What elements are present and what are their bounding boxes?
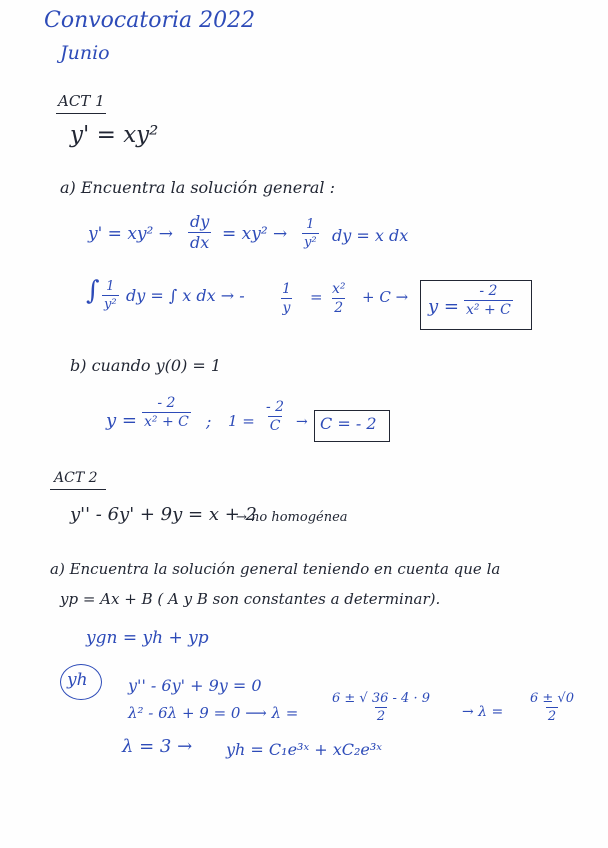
act1-part-b-label: b) cuando y(0) = 1 bbox=[70, 356, 222, 375]
yh-line1: y'' - 6y' + 9y = 0 bbox=[128, 676, 262, 695]
act1-heading-underline bbox=[56, 113, 106, 114]
yh-line3-solution: yh = C₁e³ˣ + xC₂e³ˣ bbox=[226, 740, 382, 759]
result-denominator: x² + C bbox=[466, 302, 511, 318]
yh-root-denominator: 2 bbox=[547, 709, 557, 724]
y2-denominator-2: y² bbox=[104, 297, 117, 312]
yh-line3-start: λ = 3 → bbox=[122, 736, 193, 757]
document-title: Convocatoria 2022 bbox=[44, 8, 256, 33]
b-denominator: x² + C bbox=[144, 414, 189, 430]
yh-root-numerator: 6 ± √0 bbox=[530, 691, 574, 706]
act2-part-a-label-1: a) Encuentra la solución general teniendo en cuenta que la bbox=[50, 560, 501, 578]
act1-a-line1-start: y' = xy² → bbox=[88, 224, 173, 244]
plus-c-arrow: + C → bbox=[362, 288, 409, 306]
result-y: y = bbox=[428, 296, 459, 317]
x2-numerator: x² bbox=[332, 281, 346, 297]
b-arrow: → bbox=[296, 414, 308, 430]
act1-part-a-label: a) Encuentra la solución general : bbox=[60, 178, 335, 197]
yh-label: yh bbox=[67, 670, 88, 690]
yh-arrow-lambda: → λ = bbox=[462, 704, 504, 720]
b-fraction bbox=[142, 396, 191, 429]
act1-heading: ACT 1 bbox=[58, 92, 105, 110]
one-numerator-2: 1 bbox=[106, 279, 115, 294]
yh-quadratic-numerator: 6 ± √ 36 - 4 · 9 bbox=[332, 691, 430, 706]
b-one-equals: 1 = bbox=[228, 412, 255, 430]
act2-heading: ACT 2 bbox=[54, 470, 98, 486]
one-over-y2-fraction-2 bbox=[102, 280, 119, 311]
yh-quadratic-fraction bbox=[330, 692, 432, 723]
document-subtitle: Junio bbox=[60, 42, 110, 64]
act1-a-line1-end: dy = x dx bbox=[332, 226, 409, 245]
one-over-y-fraction bbox=[280, 282, 293, 315]
act2-heading-underline bbox=[50, 489, 106, 490]
act2-general-solution: ygn = yh + yp bbox=[86, 628, 209, 648]
equals-sign: = bbox=[310, 288, 323, 306]
act1-equation: y' = xy² bbox=[70, 122, 159, 148]
act1-a-line1-mid: = xy² → bbox=[222, 224, 288, 244]
b-fraction-2 bbox=[264, 400, 286, 433]
two-denominator: 2 bbox=[334, 300, 344, 316]
one-numerator: 1 bbox=[306, 217, 315, 232]
one-numerator-3: 1 bbox=[282, 281, 291, 297]
act2-note: → no homogénea bbox=[236, 510, 348, 525]
b-result: C = - 2 bbox=[320, 414, 377, 433]
yh-root-fraction bbox=[528, 692, 576, 723]
b-semicolon: ; bbox=[206, 412, 212, 431]
dy-dx-fraction bbox=[188, 214, 211, 251]
act2-equation: y'' - 6y' + 9y = x + 2 bbox=[70, 504, 257, 525]
y2-denominator: y² bbox=[304, 235, 317, 250]
dy-numerator: dy bbox=[190, 212, 210, 231]
x2-over-2-fraction bbox=[330, 282, 348, 315]
b-numerator: - 2 bbox=[157, 395, 176, 411]
one-over-y2-fraction bbox=[302, 218, 319, 249]
yh-line2: λ² - 6λ + 9 = 0 ⟶ λ = bbox=[128, 704, 299, 722]
yh-quadratic-denominator: 2 bbox=[376, 709, 386, 724]
b-denominator-2: C bbox=[269, 418, 281, 434]
integral-sign: ∫ bbox=[86, 276, 100, 306]
y-denominator: y bbox=[282, 300, 291, 316]
act2-part-a-label-2: yp = Ax + B ( A y B son constantes a determinar). bbox=[60, 590, 441, 608]
b-numerator-2: - 2 bbox=[266, 399, 285, 415]
b-y: y = bbox=[106, 410, 137, 431]
act1-a-line2-int: dy = ∫ x dx → - bbox=[126, 286, 245, 305]
result-numerator: - 2 bbox=[479, 283, 498, 299]
dx-denominator: dx bbox=[190, 233, 210, 252]
result-fraction bbox=[464, 284, 513, 317]
